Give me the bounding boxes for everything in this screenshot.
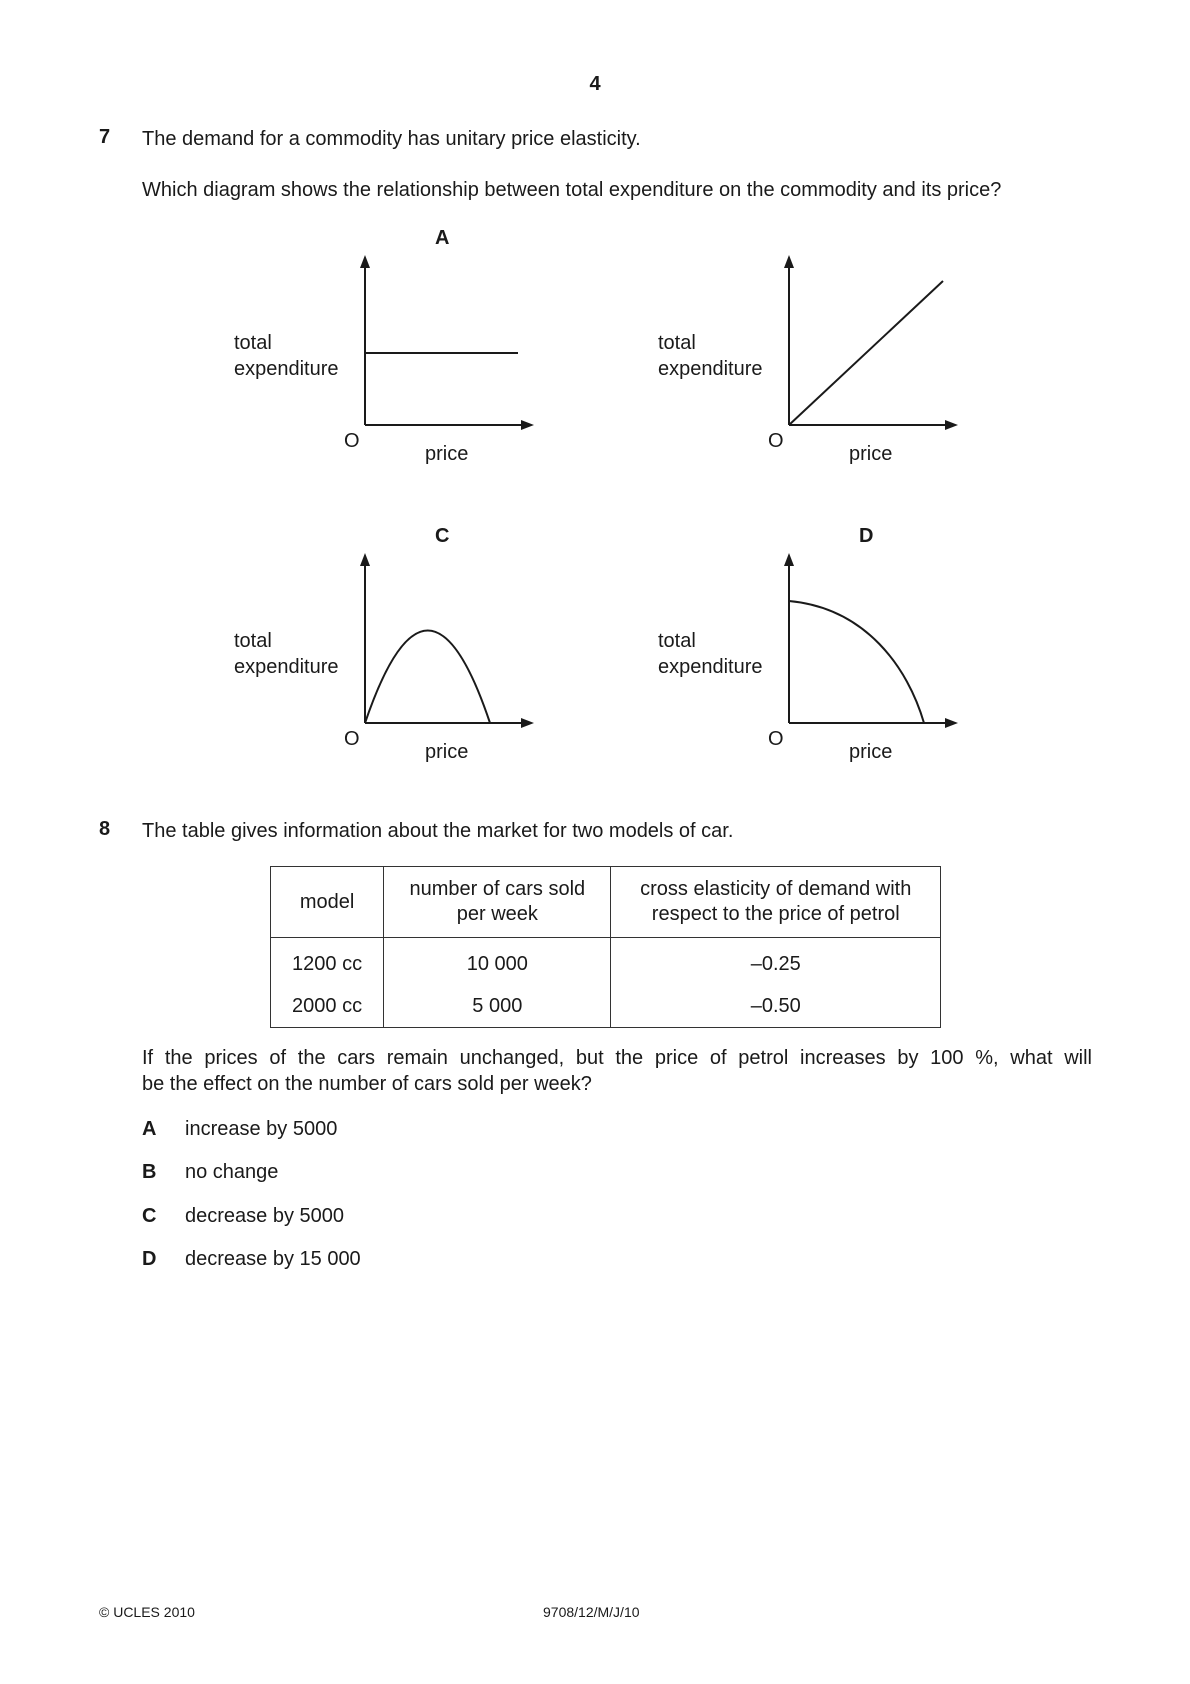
diagram-letter: A <box>435 227 450 249</box>
x-axis-arrow <box>521 420 534 430</box>
footer-copyright: © UCLES 2010 <box>99 1604 195 1620</box>
option-text: decrease by 15 000 <box>185 1248 361 1270</box>
graph-a <box>232 225 632 475</box>
footer-paper-code: 9708/12/M/J/10 <box>543 1604 640 1620</box>
table-row <box>271 938 941 986</box>
cell-cars-sold: 5 000 <box>384 985 611 1028</box>
cell-model: 2000 cc <box>271 985 384 1028</box>
cell-cross-elasticity: –0.25 <box>611 938 941 986</box>
option-letter: C <box>142 1205 157 1227</box>
diagram-b <box>656 225 1056 475</box>
curve <box>365 631 490 724</box>
cell-cars-sold: 10 000 <box>384 938 611 986</box>
x-axis-label: price <box>425 443 469 465</box>
curve <box>789 601 924 723</box>
cell-model: 1200 cc <box>271 938 384 986</box>
option-letter: B <box>142 1161 157 1183</box>
header-model: model <box>271 867 384 938</box>
y-axis-arrow <box>360 553 370 566</box>
y-axis-label: total expenditure <box>658 332 763 380</box>
cell-cross-elasticity: –0.50 <box>611 985 941 1028</box>
y-axis-label: total expenditure <box>234 332 339 380</box>
question-8-stem: The table gives information about the market for two models of car. <box>142 820 734 842</box>
page-number: 4 <box>589 73 601 95</box>
graph-d <box>656 523 1056 773</box>
table-header-row <box>271 867 941 938</box>
y-axis-arrow <box>784 255 794 268</box>
option-text: no change <box>185 1161 279 1183</box>
option-text: increase by 5000 <box>185 1118 338 1140</box>
x-axis-arrow <box>521 718 534 728</box>
y-axis-arrow <box>784 553 794 566</box>
y-axis-label: total expenditure <box>234 630 339 678</box>
y-axis-label: total expenditure <box>658 630 763 678</box>
origin-label: O <box>344 430 360 452</box>
curve <box>789 281 943 425</box>
car-market-table <box>270 866 941 1028</box>
question-7-prompt: Which diagram shows the relationship between total expenditure on the commodity and its price? <box>142 179 1002 201</box>
graph-c <box>232 523 632 773</box>
header-cross-elasticity: cross elasticity of demand with respect to the price of petrol <box>611 867 941 938</box>
question-7-number: 7 <box>99 126 111 148</box>
diagram-letter: C <box>435 525 450 547</box>
x-axis-label: price <box>849 443 893 465</box>
question-8-number: 8 <box>99 818 111 840</box>
option-letter: D <box>142 1248 157 1270</box>
origin-label: O <box>344 728 360 750</box>
option-text: decrease by 5000 <box>185 1205 345 1227</box>
origin-label: O <box>768 728 784 750</box>
diagram-c <box>232 523 632 773</box>
x-axis-label: price <box>849 741 893 763</box>
diagram-d <box>656 523 1056 773</box>
header-cars-sold: number of cars sold per week <box>384 867 611 938</box>
question-7-stem: The demand for a commodity has unitary price elasticity. <box>142 128 641 150</box>
option-letter: A <box>142 1118 157 1140</box>
table-row <box>271 985 941 1028</box>
diagram-a <box>232 225 632 475</box>
diagram-letter: D <box>859 525 874 547</box>
graph-b <box>656 225 1056 475</box>
question-8-prompt: If the prices of the cars remain unchanged, but the price of petrol increases by 100 %, what will be the effect on the number of cars sold per week? <box>142 1047 1092 1095</box>
origin-label: O <box>768 430 784 452</box>
x-axis-arrow <box>945 420 958 430</box>
y-axis-arrow <box>360 255 370 268</box>
x-axis-label: price <box>425 741 469 763</box>
x-axis-arrow <box>945 718 958 728</box>
